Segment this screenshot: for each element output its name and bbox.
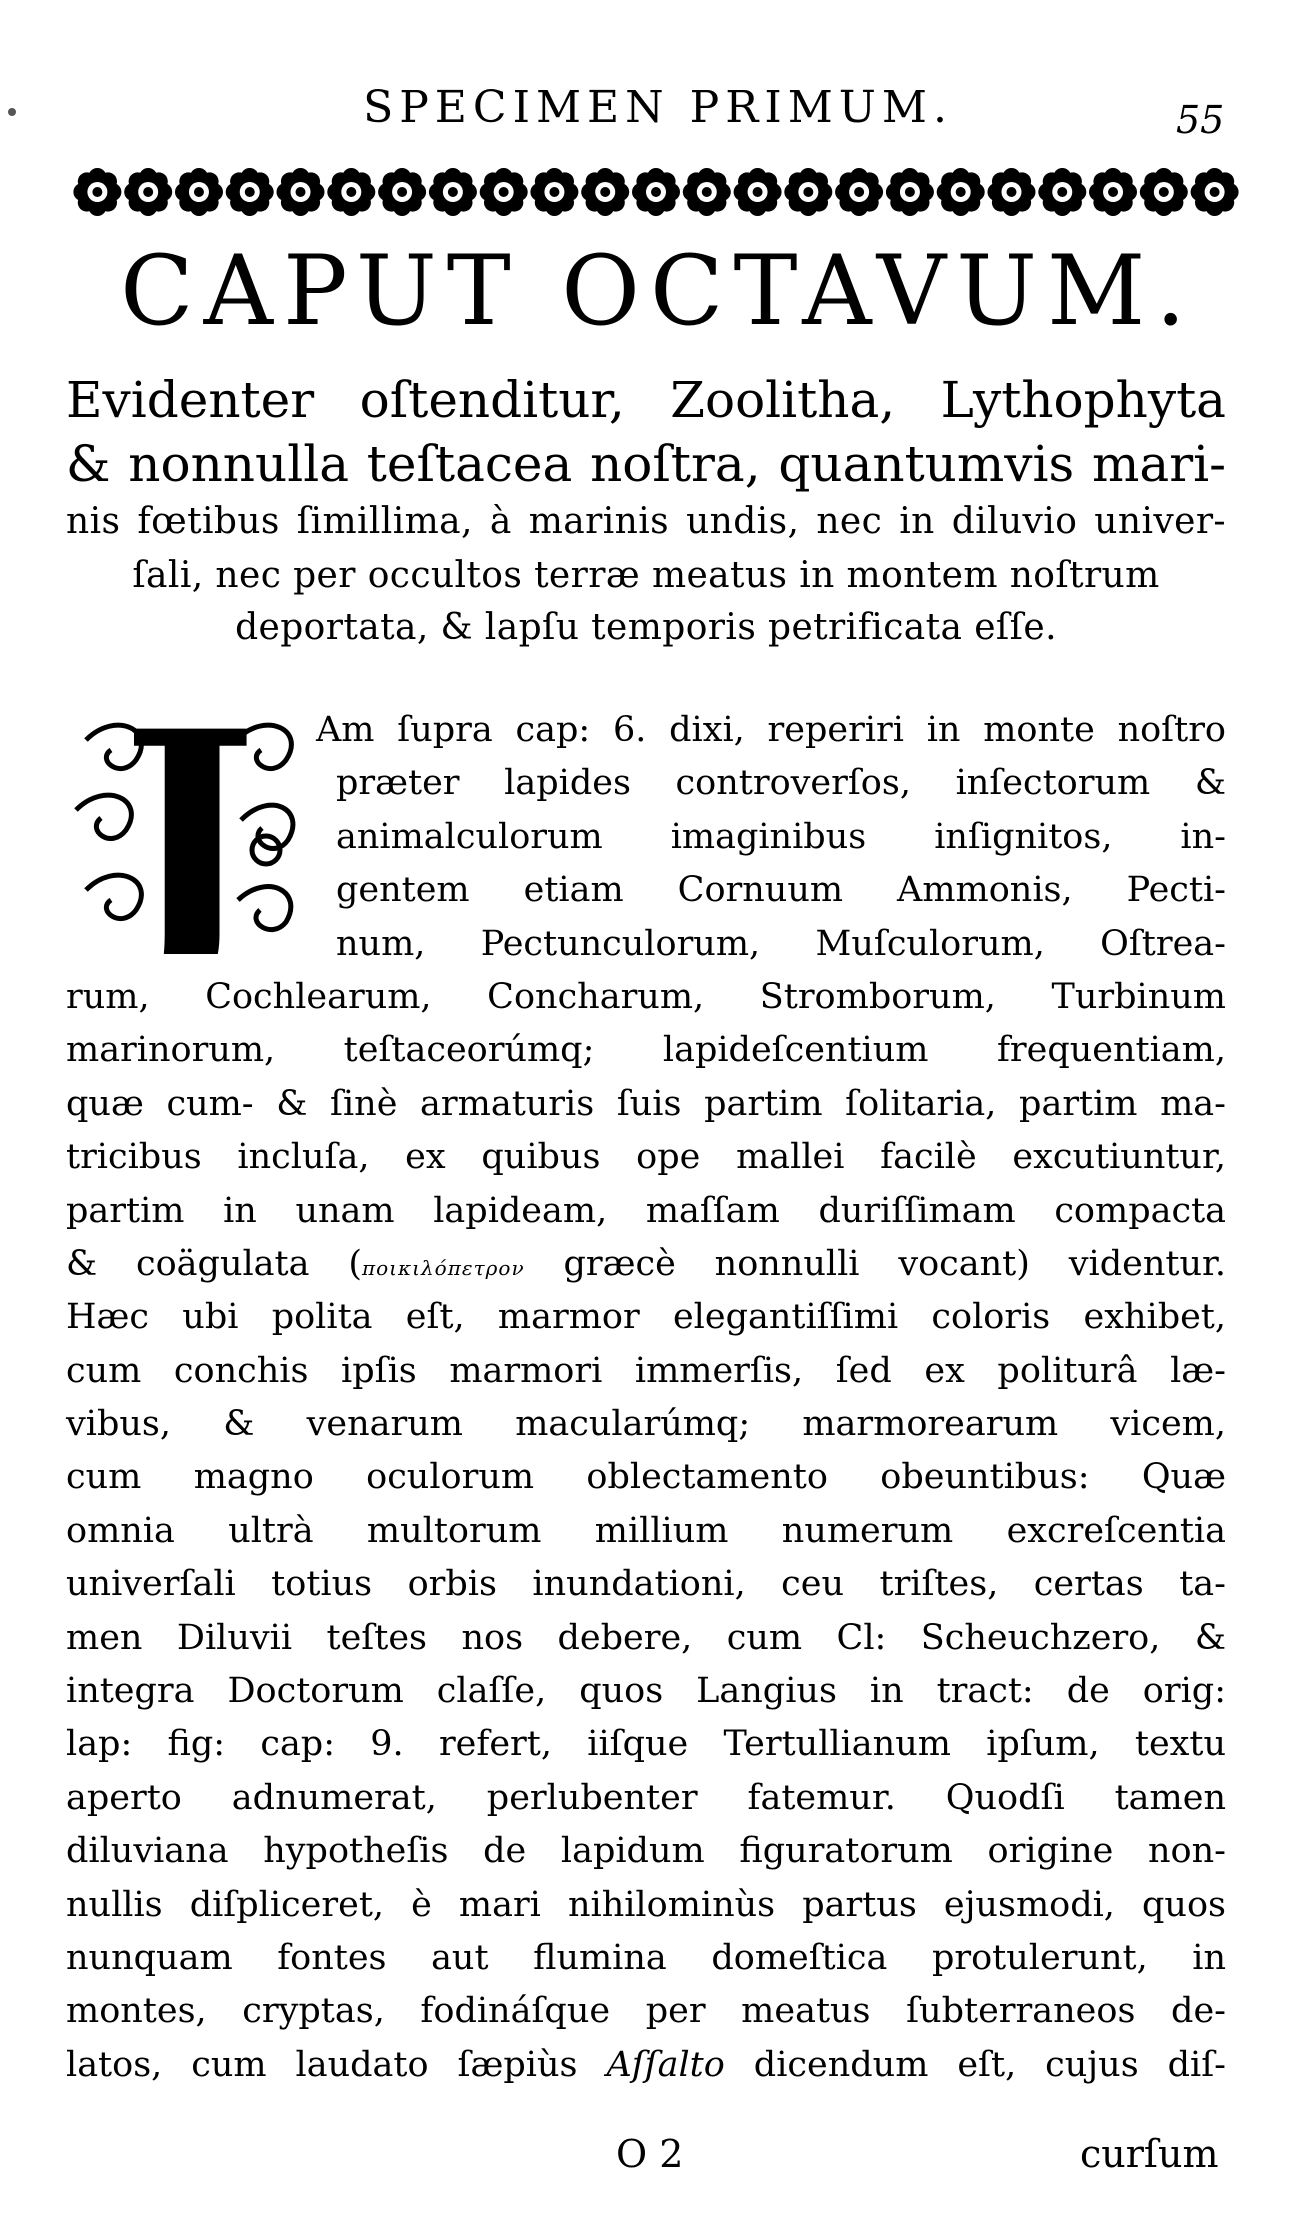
summary-line: deportata, & lapſu temporis petrificata eſſe. bbox=[235, 607, 1057, 648]
body-line: marinorum, teſtaceorúmq; lapideſcentium frequentiam, bbox=[66, 1030, 1226, 1071]
fleuron-icon bbox=[683, 168, 731, 216]
chapter-summary bbox=[66, 368, 1226, 654]
body-line: omnia ultrà multorum millium numerum excreſcentia bbox=[66, 1510, 1226, 1551]
fleuron-icon bbox=[784, 168, 832, 216]
fleuron-icon bbox=[277, 168, 325, 216]
body-line: cum magno oculorum oblectamento obeuntibus: Quæ bbox=[66, 1457, 1226, 1498]
body-text bbox=[66, 704, 1226, 2092]
body-line: montes, cryptas, fodináſque per meatus ſubterraneos de- bbox=[66, 1991, 1226, 2032]
fleuron-icon bbox=[581, 168, 629, 216]
page-number: 55 bbox=[1176, 98, 1225, 142]
body-line: quæ cum- & ſinè armaturis ſuis partim ſolitaria, partim ma- bbox=[66, 1083, 1226, 1124]
fleuron-icon bbox=[73, 168, 121, 216]
fleuron-icon bbox=[937, 168, 985, 216]
fleuron-icon bbox=[835, 168, 883, 216]
greek-word: ποικιλόπετρον bbox=[362, 1255, 525, 1280]
fleuron-icon bbox=[378, 168, 426, 216]
line-text: latos, cum laudato ſæpiùs bbox=[66, 2044, 607, 2085]
fleuron-icon bbox=[1089, 168, 1137, 216]
body-line: rum, Cochlearum, Concharum, Stromborum, Turbinum bbox=[66, 976, 1226, 1017]
fleuron-icon bbox=[632, 168, 680, 216]
body-line: partim in unam lapideam, maſſam duriſſimam compacta bbox=[66, 1190, 1226, 1231]
summary-line: nis fœtibus ſimillima, à marinis undis, nec in diluvio univer- bbox=[66, 501, 1226, 542]
line-text: dicendum eſt, cujus diſ- bbox=[724, 2044, 1226, 2085]
fleuron-icon bbox=[124, 168, 172, 216]
summary-line: ſali, nec per occultos terræ meatus in montem noſtrum bbox=[132, 555, 1160, 596]
body-line: animalculorum imaginibus inſignitos, in- bbox=[336, 816, 1226, 857]
running-head: SPECIMEN PRIMUM. bbox=[363, 82, 953, 133]
fleuron-icon bbox=[988, 168, 1036, 216]
fleuron-icon bbox=[1140, 168, 1188, 216]
fleuron-icon bbox=[175, 168, 223, 216]
body-line: aperto adnumerat, perlubenter fatemur. Quodſi tamen bbox=[66, 1777, 1226, 1818]
fleuron-icon bbox=[886, 168, 934, 216]
summary-line: Evidenter oſtenditur, Zoolitha, Lythophyta bbox=[66, 371, 1226, 429]
fleuron-icon bbox=[480, 168, 528, 216]
fleuron-icon bbox=[734, 168, 782, 216]
body-line: univerſali totius orbis inundationi, ceu triſtes, certas ta- bbox=[66, 1564, 1226, 1605]
body-line: præter lapides controverſos, inſectorum & bbox=[336, 763, 1226, 804]
fleuron-icon bbox=[1038, 168, 1086, 216]
signature-mark: O 2 bbox=[616, 2132, 684, 2176]
svg-text:J: J bbox=[120, 700, 258, 954]
body-line: nullis diſpliceret, è mari nihilominùs partus ejusmodi, quos bbox=[66, 1884, 1226, 1925]
fleuron-icon bbox=[530, 168, 578, 216]
italic-name: Aſſalto bbox=[606, 2044, 725, 2085]
body-line: nunquam fontes aut flumina domeſtica protulerunt, in bbox=[66, 1937, 1226, 1978]
body-line: Hæc ubi polita eſt, marmor elegantiſſimi coloris exhibet, bbox=[66, 1297, 1226, 1338]
body-line: tricibus incluſa, ex quibus ope mallei facilè excutiuntur, bbox=[66, 1137, 1226, 1178]
line-text: & coägulata ( bbox=[66, 1243, 362, 1284]
summary-line: & nonnulla teſtacea noſtra, quantumvis mari- bbox=[66, 435, 1226, 493]
fleuron-icon bbox=[327, 168, 375, 216]
body-line: cum conchis ipſis marmori immerſis, ſed ex politurâ læ- bbox=[66, 1350, 1226, 1391]
body-line: gentem etiam Cornuum Ammonis, Pecti- bbox=[336, 870, 1226, 911]
body-line bbox=[66, 2039, 1226, 2092]
fleuron-icon bbox=[429, 168, 477, 216]
body-line: diluviana hypotheſis de lapidum figuratorum origine non- bbox=[66, 1831, 1226, 1872]
body-line: num, Pectunculorum, Muſculorum, Oſtrea- bbox=[336, 923, 1226, 964]
chapter-title: CAPUT OCTAVUM. bbox=[120, 235, 1196, 347]
body-line: lap: fig: cap: 9. refert, iiſque Tertullianum ipſum, textu bbox=[66, 1724, 1226, 1765]
body-line bbox=[66, 1238, 1226, 1291]
line-text: græcè nonnulli vocant) videntur. bbox=[524, 1243, 1226, 1284]
fleuron-icon bbox=[226, 168, 274, 216]
catchword: curſum bbox=[1080, 2132, 1219, 2176]
body-line: men Diluvii teſtes nos debere, cum Cl: Scheuchzero, & bbox=[66, 1617, 1226, 1658]
ornament-band bbox=[72, 160, 1240, 224]
body-line: integra Doctorum claſſe, quos Langius in tract: de orig: bbox=[66, 1671, 1226, 1712]
fleuron-icon bbox=[1191, 168, 1239, 216]
body-line: vibus, & venarum macularúmq; marmorearum vicem, bbox=[66, 1404, 1226, 1445]
body-line: Am ſupra cap: 6. dixi, reperiri in monte noſtro bbox=[316, 710, 1226, 750]
